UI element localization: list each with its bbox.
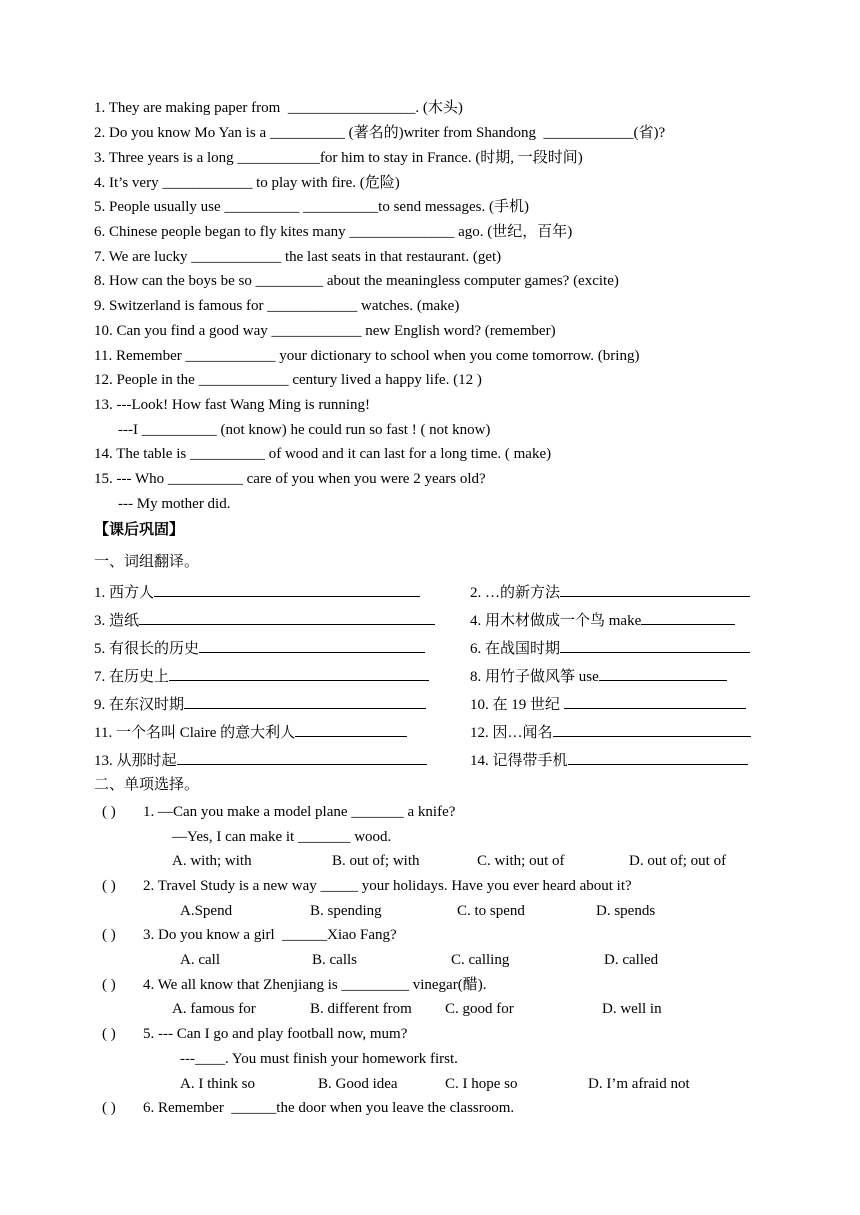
mc-3-option-a: A. call (180, 952, 220, 968)
translate-item-10: 10. 在 19 世纪 (470, 694, 746, 715)
mc-5-option-d: D. I’m afraid not (588, 1076, 690, 1092)
translate-item-9: 9. 在东汉时期 (94, 694, 426, 715)
mc-1-option-a: A. with; with (172, 853, 252, 869)
mc-3-option-d: D. called (604, 952, 659, 968)
part2-title: 二、单项选择。 (94, 777, 200, 793)
fill-item-3: 3. Three years is a long ___________for him to stay in France. (时期, 一段时间) (94, 150, 583, 166)
fill-item-12: 12. People in the ____________ century lived a happy life. (12 ) (94, 372, 482, 388)
fill-item-9: 9. Switzerland is famous for ____________ watches. (make) (94, 298, 460, 314)
fill-item-6: 6. Chinese people began to fly kites many ______________ ago. (世纪，百年) (94, 224, 573, 240)
answer-blank-6: ( ) (102, 1100, 116, 1116)
translate-item-12: 12. 因…闻名 (470, 722, 751, 743)
fill-item-5: 5. People usually use __________ __________to send messages. (手机) (94, 199, 529, 215)
mc-1-option-b: B. out of; with (332, 853, 420, 869)
fill-item-8: 8. How can the boys be so _________ about the meaningless computer games? (excite) (94, 273, 619, 289)
mc-5-option-a: A. I think so (180, 1076, 255, 1092)
fill-item-15: 15. --- Who __________ care of you when you were 2 years old? (94, 471, 486, 487)
mc-1-option-c: C. with; out of (477, 853, 565, 869)
mc-4-option-d: D. well in (602, 1001, 662, 1017)
mc-question-1: 1. —Can you make a model plane _______ a knife? (143, 804, 456, 820)
mc-2-option-c: C. to spend (457, 903, 525, 919)
mc-question-2: 2. Travel Study is a new way _____ your holidays. Have you ever heard about it? (143, 878, 632, 894)
fill-item-15-reply: --- My mother did. (118, 496, 231, 512)
mc-question-3: 3. Do you know a girl ______Xiao Fang? (143, 927, 397, 943)
mc-question-6: 6. Remember ______the door when you leave the classroom. (143, 1100, 515, 1116)
fill-item-14: 14. The table is __________ of wood and it can last for a long time. ( make) (94, 446, 552, 462)
translate-item-8: 8. 用竹子做风筝 use (470, 666, 727, 687)
answer-blank-5: ( ) (102, 1026, 116, 1042)
mc-1-option-d: D. out of; out of (629, 853, 727, 869)
mc-5-option-b: B. Good idea (318, 1076, 398, 1092)
fill-item-13: 13. ---Look! How fast Wang Ming is running! (94, 397, 370, 413)
mc-2-option-a: A.Spend (180, 903, 233, 919)
mc-2-option-b: B. spending (310, 903, 382, 919)
translate-item-7: 7. 在历史上 (94, 666, 429, 687)
fill-item-7: 7. We are lucky ____________ the last seats in that restaurant. (get) (94, 249, 502, 265)
mc-5-option-c: C. I hope so (445, 1076, 518, 1092)
translate-item-6: 6. 在战国时期 (470, 638, 750, 659)
fill-item-1: 1. They are making paper from _________________. (木头) (94, 100, 463, 116)
translate-item-13: 13. 从那时起 (94, 750, 427, 771)
mc-question-5-reply: ---____. You must finish your homework first. (180, 1051, 458, 1067)
mc-3-option-c: C. calling (451, 952, 510, 968)
answer-blank-2: ( ) (102, 878, 116, 894)
translate-item-2: 2. …的新方法 (470, 582, 750, 603)
mc-2-option-d: D. spends (596, 903, 656, 919)
mc-3-option-b: B. calls (312, 952, 357, 968)
fill-item-2: 2. Do you know Mo Yan is a __________ (著名的)writer from Shandong ____________(省)? (94, 125, 666, 141)
section-title: 【课后巩固】 (94, 522, 185, 538)
mc-4-option-b: B. different from (310, 1001, 412, 1017)
fill-item-4: 4. It’s very ____________ to play with fire. (危险) (94, 175, 400, 191)
translate-item-11: 11. 一个名叫 Claire 的意大利人 (94, 722, 407, 743)
fill-item-11: 11. Remember ____________ your dictionary to school when you come tomorrow. (bring) (94, 348, 640, 364)
mc-question-4: 4. We all know that Zhenjiang is _________ vinegar(醋). (143, 977, 487, 993)
translate-item-1: 1. 西方人 (94, 582, 420, 603)
translate-item-3: 3. 造纸 (94, 610, 435, 631)
mc-4-option-c: C. good for (445, 1001, 514, 1017)
answer-blank-3: ( ) (102, 927, 116, 943)
fill-item-13-reply: ---I __________ (not know) he could run so fast ! ( not know) (118, 422, 491, 438)
answer-blank-4: ( ) (102, 977, 116, 993)
mc-4-option-a: A. famous for (172, 1001, 256, 1017)
part1-title: 一、词组翻译。 (94, 554, 200, 570)
fill-item-10: 10. Can you find a good way ____________ new English word? (remember) (94, 323, 556, 339)
mc-question-5: 5. --- Can I go and play football now, mum? (143, 1026, 408, 1042)
translate-item-4: 4. 用木材做成一个鸟 make (470, 610, 735, 631)
mc-question-1-reply: —Yes, I can make it _______ wood. (172, 829, 392, 845)
translate-item-5: 5. 有很长的历史 (94, 638, 425, 659)
answer-blank-1: ( ) (102, 804, 116, 820)
translate-item-14: 14. 记得带手机 (470, 750, 748, 771)
